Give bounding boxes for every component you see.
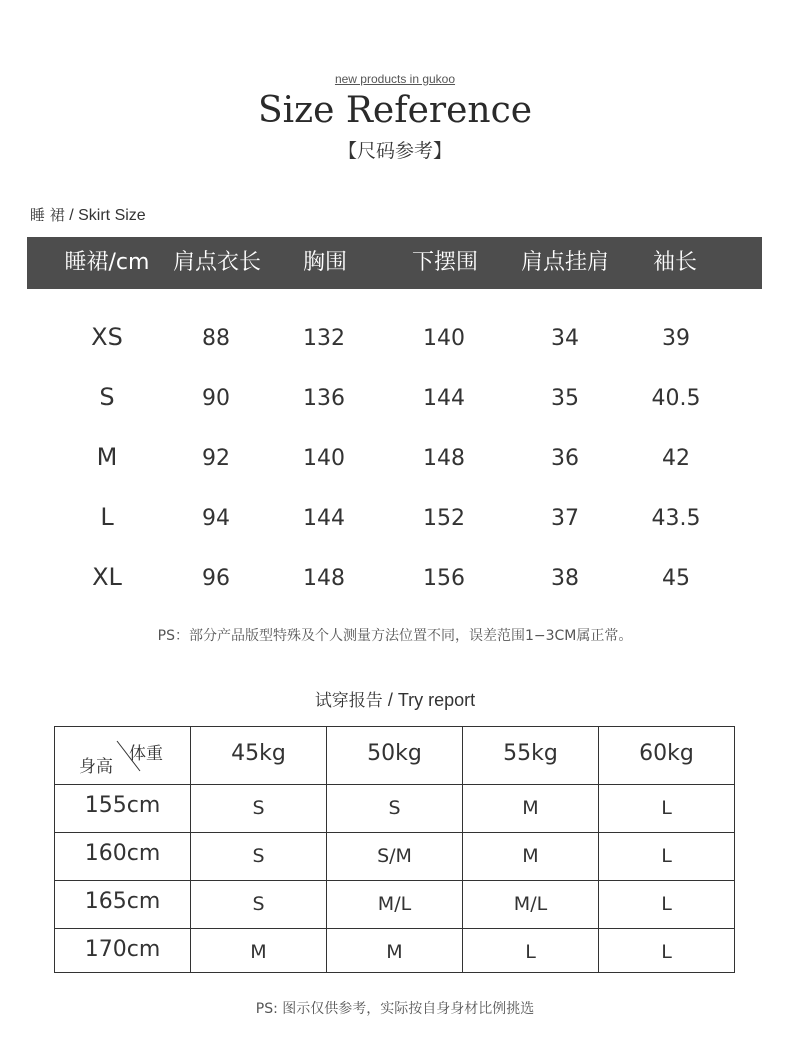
diagonal-line: [55, 727, 191, 785]
recommended-size-cell: M: [522, 797, 539, 819]
corner-weight-label: 体重: [129, 744, 163, 764]
subtitle-link[interactable]: [0, 72, 790, 86]
size-table-header: [27, 237, 762, 289]
corner-height-label: 身高: [79, 757, 113, 777]
size-value-cell: 148: [303, 566, 345, 591]
size-row-label: XS: [91, 323, 123, 351]
recommended-size-cell: L: [661, 893, 672, 915]
skirt-size-label-en: / Skirt Size: [64, 207, 146, 224]
recommended-size-cell: L: [661, 941, 672, 963]
height-row-label: 170cm: [84, 937, 161, 962]
size-col-header: 下摆围: [411, 250, 478, 275]
subtitle-link-text[interactable]: new products in gukoo: [334, 72, 456, 86]
recommended-size-cell: S: [252, 797, 265, 819]
corner-cell: [55, 727, 191, 785]
size-row-label: S: [99, 383, 115, 411]
size-value-cell: 37: [551, 506, 579, 531]
size-value-cell: 132: [303, 326, 345, 351]
size-value-cell: 92: [202, 446, 230, 471]
try-report-table: [54, 726, 735, 973]
height-row-label: 160cm: [84, 841, 161, 866]
weight-header: 55kg: [503, 741, 558, 766]
size-value-cell: 88: [202, 326, 230, 351]
size-value-cell: 45: [662, 566, 690, 591]
recommended-size-cell: M: [250, 941, 267, 963]
size-value-cell: 94: [202, 506, 230, 531]
recommended-size-cell: S: [388, 797, 401, 819]
size-value-cell: 156: [423, 566, 465, 591]
size-row-label: XL: [92, 563, 122, 591]
size-col-header: 肩点挂肩: [520, 250, 609, 275]
size-value-cell: 140: [423, 326, 465, 351]
size-value-cell: 43.5: [651, 506, 701, 531]
size-value-cell: 148: [423, 446, 465, 471]
recommended-size-cell: S: [252, 845, 265, 867]
page-title-cn: 【尺码参考】: [337, 140, 452, 162]
size-row-label: M: [96, 443, 118, 471]
size-value-cell: 42: [662, 446, 690, 471]
size-note: PS：部分产品版型特殊及个人测量方法位置不同，误差范围1−3CM属正常。: [157, 628, 633, 644]
size-value-cell: 152: [423, 506, 465, 531]
size-col-header: 胸围: [302, 250, 347, 275]
recommended-size-cell: L: [661, 845, 672, 867]
size-value-cell: 34: [551, 326, 579, 351]
size-col-header: 睡裙/cm: [64, 250, 150, 275]
size-value-cell: 35: [551, 386, 579, 411]
skirt-size-label-cn: 睡 裙: [30, 206, 65, 224]
size-value-cell: 90: [202, 386, 230, 411]
size-value-cell: 39: [662, 326, 690, 351]
recommended-size-cell: L: [525, 941, 536, 963]
size-value-cell: 36: [551, 446, 579, 471]
recommended-size-cell: M/L: [513, 893, 548, 915]
size-col-header: 肩点衣长: [172, 250, 261, 275]
size-col-header: 袖长: [652, 250, 697, 275]
recommended-size-cell: S: [252, 893, 265, 915]
recommended-size-cell: S/M: [377, 845, 412, 867]
weight-header: 60kg: [639, 741, 694, 766]
size-row-label: L: [100, 503, 114, 531]
size-value-cell: 136: [303, 386, 345, 411]
skirt-size-label: [30, 204, 146, 225]
page-title: Size Reference: [257, 90, 533, 131]
size-value-cell: 40.5: [651, 386, 701, 411]
try-report-label-en: / Try report: [382, 690, 476, 710]
weight-header: 50kg: [367, 741, 422, 766]
size-value-cell: 38: [551, 566, 579, 591]
recommended-size-cell: M: [386, 941, 403, 963]
height-row-label: 165cm: [84, 889, 161, 914]
size-value-cell: 96: [202, 566, 230, 591]
size-value-cell: 140: [303, 446, 345, 471]
try-report-label: [0, 686, 790, 711]
height-row-label: 155cm: [84, 793, 161, 818]
try-note: PS: 图示仅供参考，实际按自身身材比例挑选: [255, 1001, 535, 1017]
weight-header: 45kg: [231, 741, 286, 766]
recommended-size-cell: M/L: [377, 893, 412, 915]
try-report-label-cn: 试穿报告: [314, 691, 383, 711]
recommended-size-cell: M: [522, 845, 539, 867]
size-value-cell: 144: [423, 386, 465, 411]
size-value-cell: 144: [303, 506, 345, 531]
recommended-size-cell: L: [661, 797, 672, 819]
